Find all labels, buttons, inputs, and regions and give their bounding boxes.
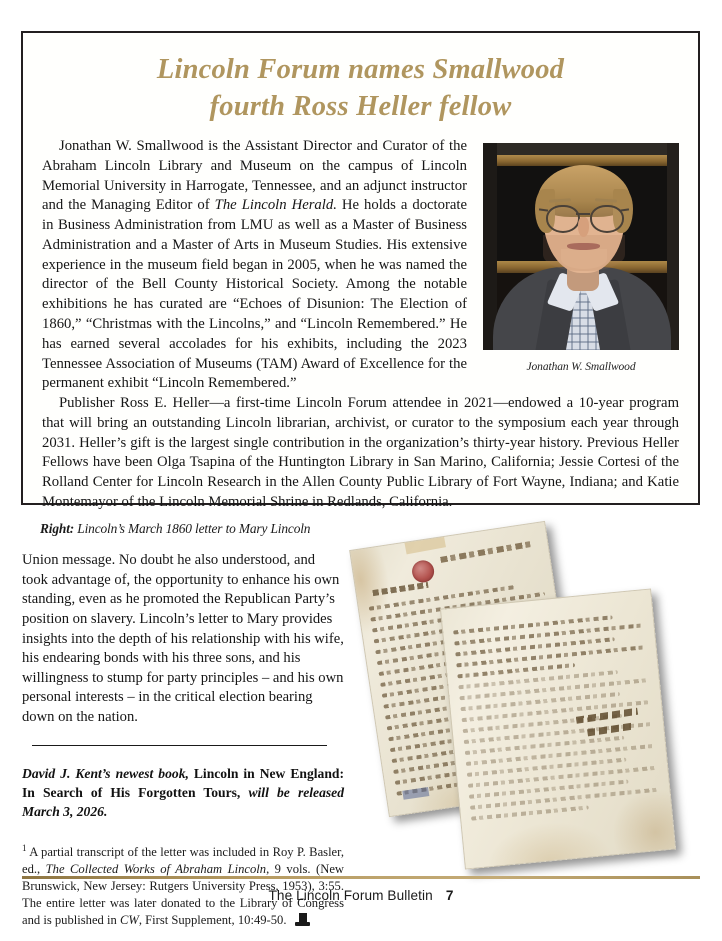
photo-caption: Jonathan W. Smallwood xyxy=(526,361,636,374)
lincoln-letter-photographs xyxy=(356,528,708,880)
eyeglasses-bridge xyxy=(576,213,590,215)
subject-chin xyxy=(561,249,607,269)
footer-rule xyxy=(22,876,700,879)
handwriting-line xyxy=(470,788,660,810)
footnote-text-a: A partial transcript of the letter was included in Roy P. Basler, ed., xyxy=(22,844,344,876)
lincoln-letter-page-two xyxy=(440,588,676,869)
lower-body-paragraph: Union message. No doubt he also understood, and took advantage of, the opportunity to enhance his own standing, even as he promoted the Republican Party’s position on slavery. Lincoln’s letter to Mary provides insights into the depth of his relationship with his wife, his endearing bonds with his three sons, and his willingness to stump for party principles – and his own personal interests – in the critical election bearing down on the nation. xyxy=(22,552,344,725)
paragraph-1-italic-title: The Lincoln Herald. xyxy=(214,197,337,214)
photo-background-upper xyxy=(483,143,679,155)
featured-article-box xyxy=(21,31,700,510)
article-inner xyxy=(23,33,698,523)
letter-handwriting-lines xyxy=(453,612,664,855)
article-paragraph-2: Publisher Ross E. Heller—a first-time Lincoln Forum attendee in 2021—endowed a 10-year program that will bring an outstanding Lincoln librarian, archivist, or curator to the symposium each year through 2031. Heller’s gift is the largest single contribution in the organization’s thirty-year history. Previous Heller Fellows have been Olga Tsapina of the Huntington Library in San Marino, California; Jessie Cortesi of the Rolland Center for Lincoln Research in the Allen County Public Library of Fort Wayne, Indiana; and Katie Montemayor of the Lincoln Memorial Shrine in Redlands, California. xyxy=(42,395,679,510)
author-note-italic-1: David J. Kent’s newest book, xyxy=(22,765,189,781)
footnote-italic-title-1: The Collected Works of Abraham Lincoln xyxy=(45,861,267,876)
article-photo-block xyxy=(483,143,679,373)
footnote-block xyxy=(22,842,344,929)
figure-caption-lead: Right: xyxy=(40,521,75,536)
paragraph-1-text-a: Jonathan W. Smallwood is the Assistant Director and Curator of the Abraham Lincoln Library and Museum on the campus of Lincoln Memorial University in Harrogate, Tennessee, and an adjunct instructor and the Managing Editor of xyxy=(42,138,467,214)
eyeglasses-lens-left xyxy=(546,205,580,233)
article-headline xyxy=(42,51,679,125)
archival-tape-strip xyxy=(404,534,446,554)
subject-nose xyxy=(578,217,589,237)
figure-caption-right xyxy=(40,521,310,537)
footnote-text-b: , 9 vols. (New Brunswick, New Jersey: Rutgers University Press, 1953), 3:55. The entire letter was later donated to the Library of Congress and is published in xyxy=(22,861,345,927)
handwriting-line xyxy=(466,744,656,766)
red-wax-seal xyxy=(411,559,436,584)
paragraph-1-text-b: He holds a doctorate in Business Administration from LMU as well as a Master of Business Administration and a Master of Arts in Museum Studies. His extensive experience in the museum field began in 2005, when he was named the director of the Bell County Historical Society. Among the notable exhibitions he has curated are “Echoes of Disunion: The Election of 1860,” “Christmas with the Lincolns,” and “Lincoln Remembered.” He has earned several accolades for his exhibits, including the 2023 Tennessee Association of Museums (TAM) Award of Excellence for the permanent exhibit “Lincoln Remembered.” xyxy=(42,197,467,392)
handwriting-line xyxy=(454,623,644,645)
footer-page-number: 7 xyxy=(445,888,454,903)
handwriting-line xyxy=(459,678,649,700)
letter-dateline-ink xyxy=(440,541,532,563)
handwriting-line xyxy=(456,645,646,667)
footer-publication-title: The Lincoln Forum Bulletin xyxy=(268,888,433,903)
handwriting-line xyxy=(468,766,658,788)
footnote-marker: 1 xyxy=(22,842,27,853)
figure-caption-rest: Lincoln’s March 1860 letter to Mary Lincoln xyxy=(74,521,311,536)
portrait-of-jonathan-w-smallwood xyxy=(483,143,679,350)
headline-line-2: fourth Ross Heller fellow xyxy=(209,91,512,123)
footnote-italic-title-2: CW xyxy=(119,912,139,927)
hat-brim-shape xyxy=(295,922,310,926)
footnote-text-c: , First Supplement, 10:49-50. xyxy=(138,912,287,927)
lower-text-column xyxy=(22,551,344,929)
hat-crown-shape xyxy=(299,913,307,922)
section-divider-rule xyxy=(32,745,327,746)
author-note xyxy=(22,764,344,821)
headline-line-1: Lincoln Forum names Smallwood xyxy=(156,54,565,85)
author-note-book-title: Lincoln in New England: In Search of His Forgotten Tours, xyxy=(22,765,344,800)
page-footer xyxy=(0,888,722,903)
stovepipe-hat-endmark-icon xyxy=(295,913,310,926)
author-note-italic-2: will be released March 3, 2026. xyxy=(22,784,345,819)
